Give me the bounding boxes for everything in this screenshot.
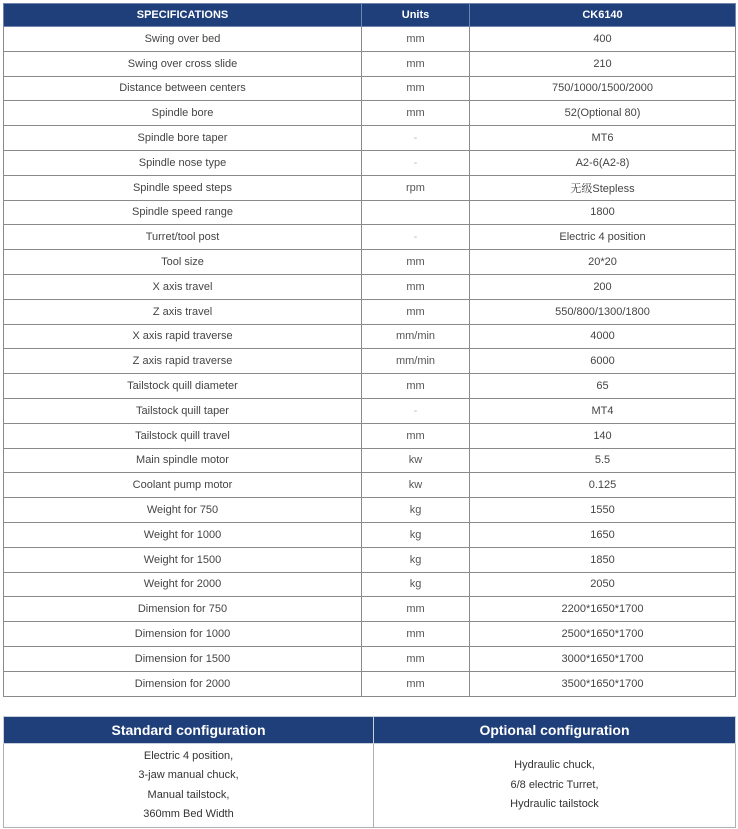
specifications-table (3, 3, 736, 697)
table-row (4, 27, 736, 52)
spec-value-cell: 3500*1650*1700 (470, 671, 736, 696)
spec-unit-cell: mm (362, 423, 470, 448)
spec-value-cell: Electric 4 position (470, 225, 736, 250)
spec-unit-cell: mm/min (362, 349, 470, 374)
configuration-row (4, 744, 736, 828)
spec-name-cell: Dimension for 750 (4, 597, 362, 622)
header-standard-configuration: Standard configuration (4, 717, 374, 744)
spec-value-cell: 1650 (470, 522, 736, 547)
spec-value-cell: A2-6(A2-8) (470, 150, 736, 175)
header-optional-configuration: Optional configuration (374, 717, 736, 744)
spec-value-cell: 2500*1650*1700 (470, 622, 736, 647)
spec-unit-cell: mm (362, 76, 470, 101)
configuration-table (3, 716, 736, 828)
table-row (4, 101, 736, 126)
spec-value-cell: 2050 (470, 572, 736, 597)
spec-value-cell: 400 (470, 27, 736, 52)
table-row (4, 547, 736, 572)
header-units: Units (362, 4, 470, 27)
spec-value-cell: MT6 (470, 126, 736, 151)
table-row (4, 448, 736, 473)
table-row (4, 299, 736, 324)
spec-name-cell: Turret/tool post (4, 225, 362, 250)
spec-name-cell: Dimension for 1500 (4, 646, 362, 671)
standard-configuration-item: 360mm Bed Width (143, 808, 234, 820)
header-model: CK6140 (470, 4, 736, 27)
optional-configuration-item: Hydraulic tailstock (510, 798, 599, 811)
spec-value-cell: 1800 (470, 200, 736, 225)
spec-name-cell: Z axis travel (4, 299, 362, 324)
spec-unit-cell: mm (362, 597, 470, 622)
spec-unit-cell: mm (362, 622, 470, 647)
standard-configuration-item: 3-jaw manual chuck, (138, 769, 239, 781)
table-row (4, 646, 736, 671)
optional-configuration-item: Hydraulic chuck, (514, 759, 595, 772)
table-row (4, 572, 736, 597)
standard-configuration-cell (4, 744, 374, 828)
spec-value-cell: 1550 (470, 498, 736, 523)
spec-value-cell: 65 (470, 374, 736, 399)
table-row (4, 423, 736, 448)
spec-name-cell: Tailstock quill taper (4, 398, 362, 423)
spec-name-cell: Tool size (4, 250, 362, 275)
spec-value-cell: 2200*1650*1700 (470, 597, 736, 622)
table-row (4, 76, 736, 101)
configuration-header-row (4, 717, 736, 744)
spec-name-cell: X axis rapid traverse (4, 324, 362, 349)
spec-unit-cell (362, 200, 470, 225)
spec-value-cell: 210 (470, 51, 736, 76)
table-row (4, 274, 736, 299)
standard-configuration-item: Manual tailstock, (147, 788, 230, 801)
spec-name-cell: Dimension for 2000 (4, 671, 362, 696)
table-row (4, 498, 736, 523)
table-row (4, 522, 736, 547)
spec-unit-cell: - (362, 150, 470, 175)
table-row (4, 200, 736, 225)
spec-unit-cell: mm (362, 51, 470, 76)
spec-unit-cell: mm (362, 101, 470, 126)
table-row (4, 51, 736, 76)
spec-unit-cell: mm (362, 299, 470, 324)
spec-unit-cell: mm (362, 27, 470, 52)
spec-unit-cell: kw (362, 473, 470, 498)
spec-value-cell: 5.5 (470, 448, 736, 473)
spec-value-cell: 20*20 (470, 250, 736, 275)
spec-name-cell: X axis travel (4, 274, 362, 299)
spec-name-cell: Z axis rapid traverse (4, 349, 362, 374)
table-row (4, 126, 736, 151)
spec-value-cell: 0.125 (470, 473, 736, 498)
spec-name-cell: Distance between centers (4, 76, 362, 101)
spec-name-cell: Spindle bore (4, 101, 362, 126)
table-row (4, 374, 736, 399)
optional-configuration-item: 6/8 electric Turret, (510, 778, 599, 791)
spec-value-cell: 1850 (470, 547, 736, 572)
table-row (4, 597, 736, 622)
spec-unit-cell: mm/min (362, 324, 470, 349)
specifications-body (4, 27, 736, 697)
table-row (4, 150, 736, 175)
table-row (4, 250, 736, 275)
spec-unit-cell: mm (362, 374, 470, 399)
spec-unit-cell: mm (362, 250, 470, 275)
spec-unit-cell: mm (362, 671, 470, 696)
spec-value-cell: 750/1000/1500/2000 (470, 76, 736, 101)
spec-name-cell: Dimension for 1000 (4, 622, 362, 647)
spec-value-cell: 52(Optional 80) (470, 101, 736, 126)
spec-unit-cell: - (362, 126, 470, 151)
spec-name-cell: Spindle speed steps (4, 175, 362, 200)
spec-unit-cell: kg (362, 547, 470, 572)
table-row (4, 175, 736, 200)
table-row (4, 473, 736, 498)
optional-configuration-cell (374, 744, 736, 828)
table-row (4, 225, 736, 250)
table-row (4, 398, 736, 423)
spec-value-cell: MT4 (470, 398, 736, 423)
spec-unit-cell: - (362, 398, 470, 423)
spec-name-cell: Coolant pump motor (4, 473, 362, 498)
spec-value-cell: 4000 (470, 324, 736, 349)
spec-name-cell: Swing over bed (4, 27, 362, 52)
spec-unit-cell: kw (362, 448, 470, 473)
spec-unit-cell: mm (362, 646, 470, 671)
spec-name-cell: Swing over cross slide (4, 51, 362, 76)
spec-name-cell: Tailstock quill travel (4, 423, 362, 448)
header-specifications: SPECIFICATIONS (4, 4, 362, 27)
spec-unit-cell: - (362, 225, 470, 250)
spec-name-cell: Main spindle motor (4, 448, 362, 473)
spec-value-cell: 140 (470, 423, 736, 448)
spec-name-cell: Weight for 2000 (4, 572, 362, 597)
spec-unit-cell: mm (362, 274, 470, 299)
spec-name-cell: Spindle bore taper (4, 126, 362, 151)
table-row (4, 622, 736, 647)
spec-unit-cell: kg (362, 498, 470, 523)
spec-value-cell: 6000 (470, 349, 736, 374)
spec-unit-cell: kg (362, 522, 470, 547)
spec-name-cell: Spindle speed range (4, 200, 362, 225)
table-row (4, 349, 736, 374)
spec-name-cell: Weight for 1500 (4, 547, 362, 572)
spec-name-cell: Spindle nose type (4, 150, 362, 175)
table-row (4, 324, 736, 349)
specifications-header-row (4, 4, 736, 27)
spec-name-cell: Weight for 750 (4, 498, 362, 523)
spec-name-cell: Weight for 1000 (4, 522, 362, 547)
spec-value-cell: 无级Stepless (470, 175, 736, 200)
table-row (4, 671, 736, 696)
spec-unit-cell: kg (362, 572, 470, 597)
spec-value-cell: 200 (470, 274, 736, 299)
spec-name-cell: Tailstock quill diameter (4, 374, 362, 399)
spec-value-cell: 550/800/1300/1800 (470, 299, 736, 324)
spec-value-cell: 3000*1650*1700 (470, 646, 736, 671)
standard-configuration-item: Electric 4 position, (143, 749, 234, 762)
spec-unit-cell: rpm (362, 175, 470, 200)
